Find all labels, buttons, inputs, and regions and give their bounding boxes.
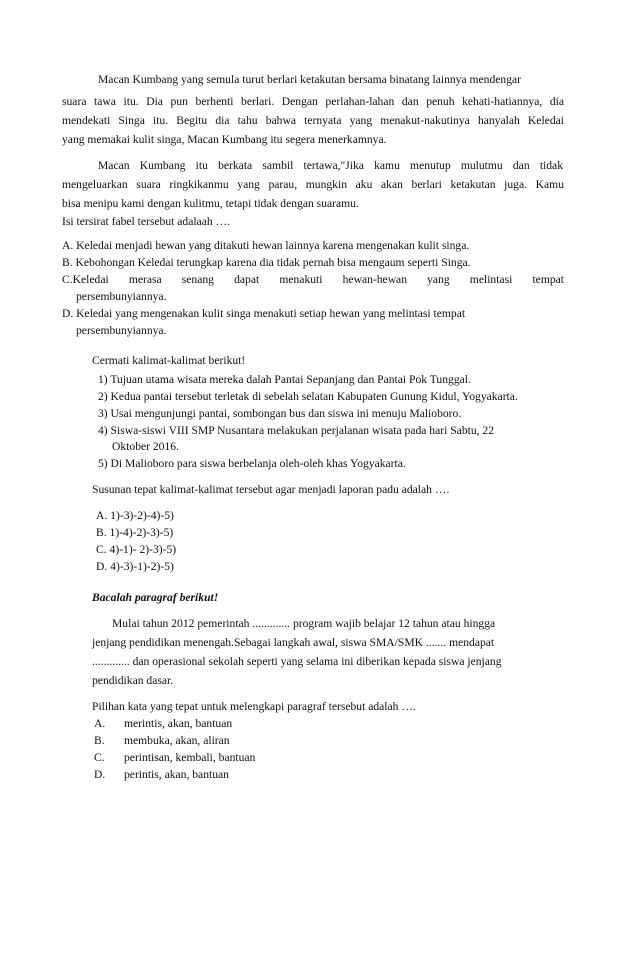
sentence-2: 2) Kedua pantai tersebut terletak di sebelah selatan Kabupaten Gunung Kidul, Yogyakarta. [98,390,518,403]
option-b: B. Kebohongan Keledai terungkap karena dia tidak pernah bisa mengaum seperti Singa. [62,256,471,269]
question-fable: Isi tersirat fabel tersebut adalaah …. [62,215,231,228]
fable-para1-line3: mendekati Singa itu. Begitu dia tahu bahwa ternyata yang menakut-nakutinya hanyalah Keledai [62,114,564,127]
paragraph-option-b-letter: B. [94,734,105,747]
paragraph-line1: Mulai tahun 2012 pemerintah ............. program wajib belajar 12 tahun atau hingga [112,617,496,630]
sentences-question: Susunan tepat kalimat-kalimat tersebut agar menjadi laporan padu adalah …. [92,483,450,496]
paragraph-option-c-letter: C. [94,751,105,764]
paragraph-line3: ............. dan operasional sekolah seperti yang selama ini diberikan kepada siswa jenjang [92,655,502,668]
fable-para1-line2: suara tawa itu. Dia pun berhenti berlari. Dengan perlahan-lahan dan penuh kehati-hatiannya, dia [62,95,564,108]
paragraph-option-a-text: merintis, akan, bantuan [124,717,233,730]
sentence-4-cont: Oktober 2016. [112,440,179,453]
option-c-line1: C.Keledai merasa senang dapat menakuti hewan-hewan yang melintasi tempat [62,273,564,286]
fable-para1-line1: Macan Kumbang yang semula turut berlari ketakutan bersama binatang lainnya mendengar [98,73,522,86]
fable-para2-line1: Macan Kumbang itu berkata sambil tertawa,"Jika kamu menutup mulutmu dan tidak [98,159,563,172]
sentences-option-c: C. 4)-1)- 2)-3)-5) [96,543,177,556]
option-d-line2: persembunyiannya. [76,324,167,337]
paragraph-option-d-letter: D. [94,768,106,781]
option-c-line2: persembunyiannya. [76,290,167,303]
sentences-option-b: B. 1)-4)-2)-3)-5) [96,526,174,539]
sentence-3: 3) Usai mengunjungi pantai, sombongan bus dan siswa ini menuju Malioboro. [98,407,462,420]
sentences-option-a: A. 1)-3)-2)-4)-5) [96,509,174,522]
sentences-option-d: D. 4)-3)-1)-2)-5) [96,560,174,573]
sentence-5: 5) Di Malioboro para siswa berbelanja oleh-oleh khas Yogyakarta. [98,457,406,470]
fable-para2-line2: mengeluarkan suara ringkikanmu yang parau, mungkin aku akan berlari ketakutan juga. Kamu [62,178,564,191]
paragraph-option-c-text: perintisan, kembali, bantuan [124,751,256,764]
sentences-intro: Cermati kalimat-kalimat berikut! [92,354,246,367]
fable-para1-line4: yang memakai kulit singa, Macan Kumbang itu segera menerkamnya. [62,133,387,146]
sentence-4: 4) Siswa-siswi VIII SMP Nusantara melakukan perjalanan wisata pada hari Sabtu, 22 [98,424,495,437]
paragraph-line4: pendidikan dasar. [92,674,174,687]
paragraph-question: Pilihan kata yang tepat untuk melengkapi paragraf tersebut adalah …. [92,700,416,713]
option-a: A. Keledai menjadi hewan yang ditakuti hewan lainnya karena mengenakan kulit singa. [62,239,470,252]
paragraph-option-d-text: perintis, akan, bantuan [124,768,229,781]
paragraph-option-b-text: membuka, akan, aliran [124,734,230,747]
option-d-line1: D. Keledai yang mengenakan kulit singa menakuti setiap hewan yang melintasi tempat [62,307,466,320]
paragraph-heading: Bacalah paragraf berikut! [92,591,219,604]
sentence-1: 1) Tujuan utama wisata mereka dalah Pantai Sepanjang dan Pantai Pok Tunggal. [98,373,471,386]
paragraph-option-a-letter: A. [94,717,106,730]
fable-para2-line3: bisa menipu kami dengan kulitmu, tetapi tidak dengan suaramu. [62,197,359,210]
paragraph-line2: jenjang pendidikan menengah.Sebagai langkah awal, siswa SMA/SMK ....... mendapat [92,636,495,649]
